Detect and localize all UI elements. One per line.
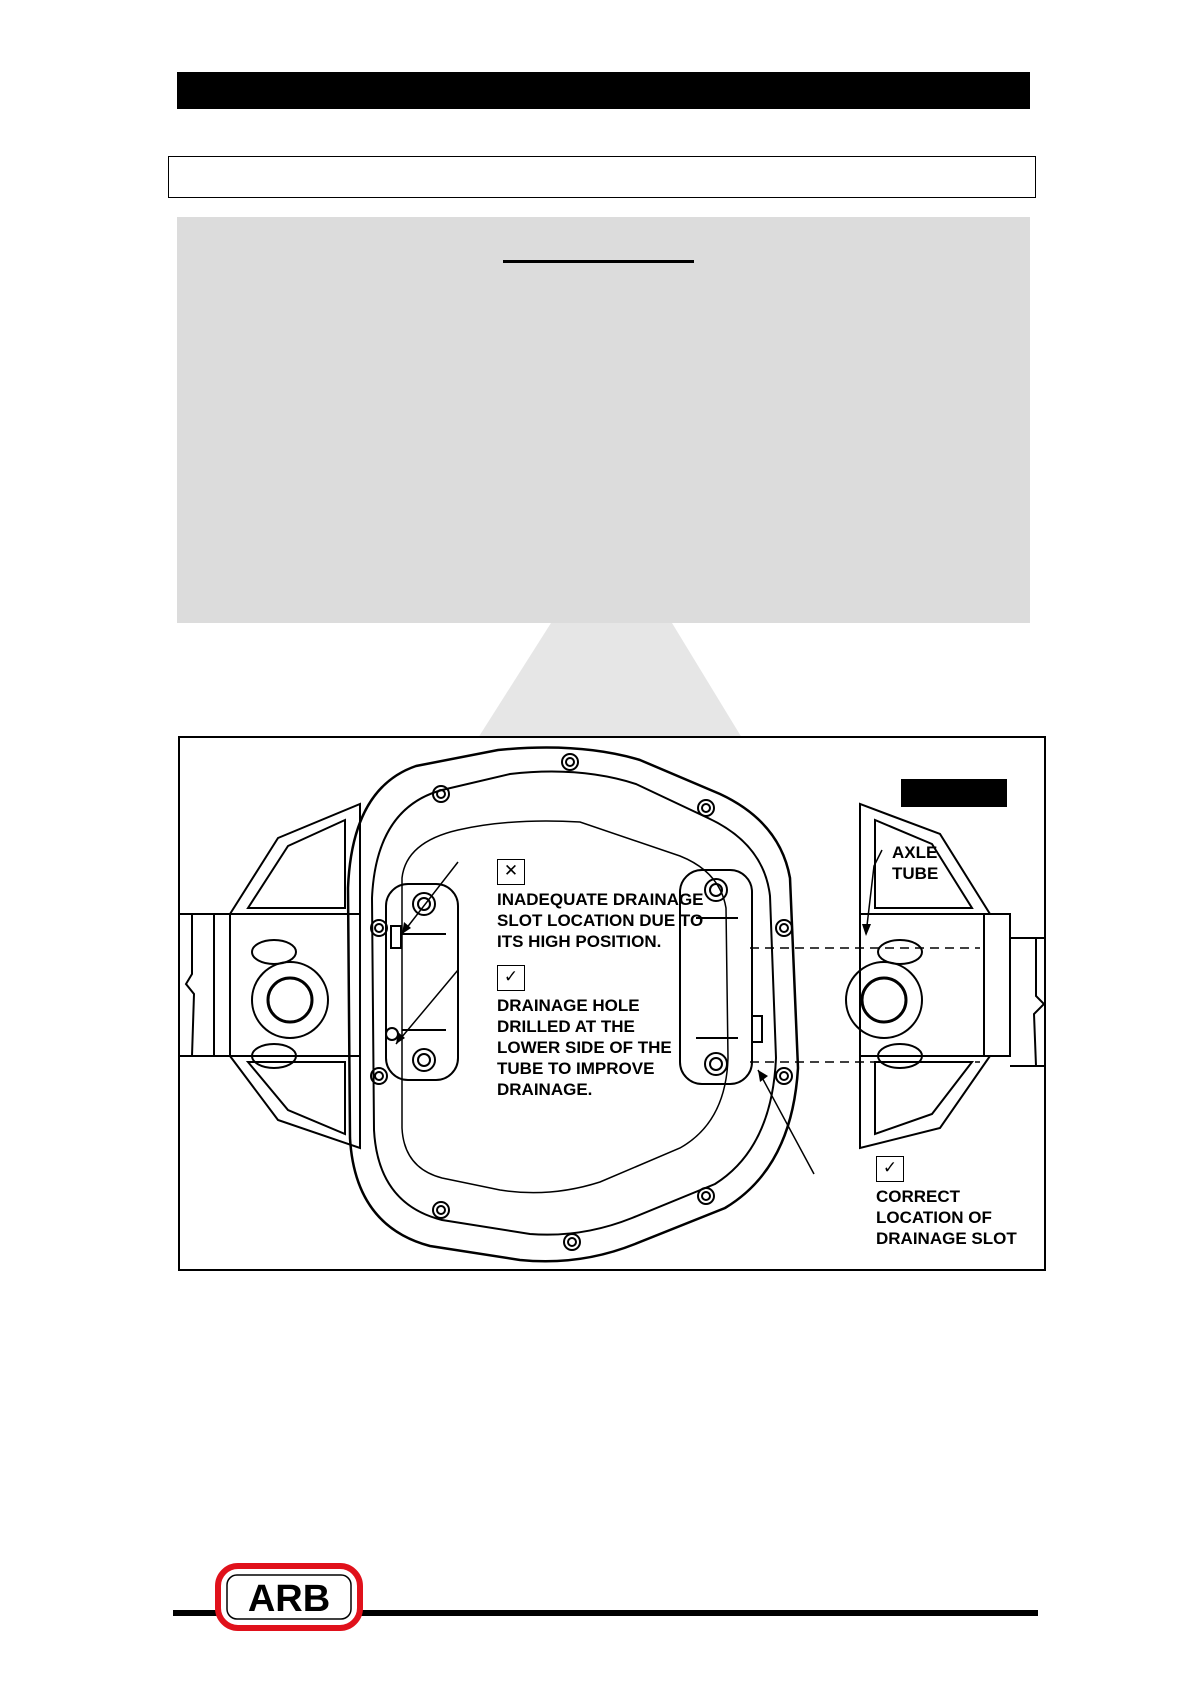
differential-figure <box>178 736 1046 1271</box>
callout-correct-slot: CORRECT LOCATION OF DRAINAGE SLOT <box>876 1187 1017 1248</box>
header-bar <box>177 72 1030 109</box>
callout-axle-tube: AXLE TUBE <box>892 843 939 883</box>
brand-text: ARB <box>247 1578 331 1620</box>
footer-rule-right <box>357 1610 1038 1616</box>
section-title-box <box>168 156 1036 198</box>
note-panel <box>177 217 1030 623</box>
footer-rule-left <box>173 1610 221 1616</box>
cross-mark-icon: ✕ <box>497 859 525 885</box>
arb-logo <box>215 1563 363 1631</box>
callout-drilled-hole: DRAINAGE HOLE DRILLED AT THE LOWER SIDE OF THE TUBE TO IMPROVE DRAINAGE. <box>497 996 672 1099</box>
callout-inadequate-slot: INADEQUATE DRAINAGE SLOT LOCATION DUE TO ITS HIGH POSITION. <box>497 890 704 951</box>
callout-pointer <box>470 623 750 738</box>
figure-label-box <box>901 779 1007 807</box>
check-mark-icon: ✓ <box>497 965 525 991</box>
note-heading-underline <box>503 260 694 263</box>
check-mark-icon: ✓ <box>876 1156 904 1182</box>
